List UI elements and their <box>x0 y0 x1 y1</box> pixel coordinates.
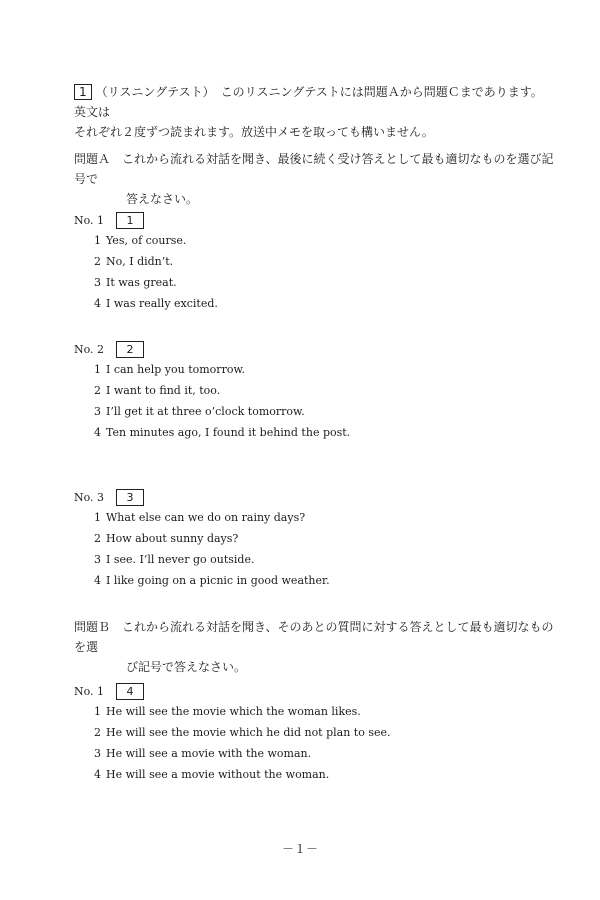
option <box>74 251 554 272</box>
option-text: He will see a movie without the woman. <box>106 768 330 781</box>
option <box>74 722 554 743</box>
option-number: 4 <box>94 426 101 439</box>
option-text: It was great. <box>106 276 177 289</box>
option-text: No, I didn’t. <box>106 255 174 268</box>
option-number: 4 <box>94 768 101 781</box>
option <box>74 422 554 443</box>
option-number: 1 <box>94 363 101 376</box>
mondai-b-text-line2: び記号で答えなさい。 <box>126 660 247 674</box>
listening-intro <box>74 82 554 142</box>
option-text: I want to find it, too. <box>106 384 221 397</box>
option-text: He will see the movie which he did not plan to see. <box>106 726 391 739</box>
option <box>74 293 554 314</box>
mondai-a-label: 問題Ａ <box>74 152 111 166</box>
option-text: I see. I’ll never go outside. <box>106 553 255 566</box>
intro-text-line1: （リスニングテスト） このリスニングテストには問題Ａから問題Ｃまであります。英文は <box>74 85 543 119</box>
option-text: He will see a movie with the woman. <box>106 747 312 760</box>
option-number: 2 <box>94 384 101 397</box>
question-a1 <box>74 210 554 314</box>
option-number: 1 <box>94 705 101 718</box>
option-number: 1 <box>94 511 101 524</box>
question-label: No. 1 <box>74 213 105 227</box>
option-text: What else can we do on rainy days? <box>106 511 306 524</box>
answer-box: 2 <box>116 341 144 358</box>
option <box>74 701 554 722</box>
question-label: No. 3 <box>74 490 105 504</box>
option-text: Yes, of course. <box>106 234 187 247</box>
option <box>74 380 554 401</box>
option <box>74 570 554 591</box>
page-number: －１－ <box>281 842 318 856</box>
question-label: No. 2 <box>74 342 105 356</box>
option-number: 2 <box>94 532 101 545</box>
question-label: No. 1 <box>74 684 105 698</box>
question-a2 <box>74 339 554 443</box>
question-b1 <box>74 681 554 785</box>
answer-box: 1 <box>116 212 144 229</box>
option <box>74 230 554 251</box>
option-number: 1 <box>94 234 101 247</box>
option-number: 2 <box>94 726 101 739</box>
mondai-b-text-line1: これから流れる対話を聞き、そのあとの質問に対する答えとして最も適切なものを選 <box>74 620 554 654</box>
mondai-a-instruction <box>74 149 554 209</box>
mondai-a-text-line2: 答えなさい。 <box>126 192 199 206</box>
option <box>74 743 554 764</box>
option-text: He will see the movie which the woman likes. <box>106 705 361 718</box>
option-number: 3 <box>94 276 101 289</box>
option-number: 4 <box>94 574 101 587</box>
option <box>74 549 554 570</box>
option <box>74 359 554 380</box>
option <box>74 507 554 528</box>
option-text: I’ll get it at three o’clock tomorrow. <box>106 405 305 418</box>
question-a3 <box>74 487 554 591</box>
option <box>74 764 554 785</box>
intro-text-line2: それぞれ２度ずつ読まれます。放送中メモを取っても構いません。 <box>74 125 434 139</box>
mondai-b-instruction <box>74 617 554 677</box>
section-number-box: 1 <box>74 84 92 100</box>
option <box>74 401 554 422</box>
option-number: 2 <box>94 255 101 268</box>
option-number: 4 <box>94 297 101 310</box>
answer-box: 4 <box>116 683 144 700</box>
mondai-b-label: 問題Ｂ <box>74 620 111 634</box>
option-text: I was really excited. <box>106 297 218 310</box>
option-text: I can help you tomorrow. <box>106 363 246 376</box>
option-text: I like going on a picnic in good weather. <box>106 574 330 587</box>
answer-box: 3 <box>116 489 144 506</box>
option-number: 3 <box>94 747 101 760</box>
option-text: Ten minutes ago, I found it behind the post. <box>106 426 351 439</box>
option-number: 3 <box>94 405 101 418</box>
option <box>74 272 554 293</box>
option <box>74 528 554 549</box>
option-number: 3 <box>94 553 101 566</box>
mondai-a-text-line1: これから流れる対話を聞き、最後に続く受け答えとして最も適切なものを選び記号で <box>74 152 554 186</box>
option-text: How about sunny days? <box>106 532 239 545</box>
